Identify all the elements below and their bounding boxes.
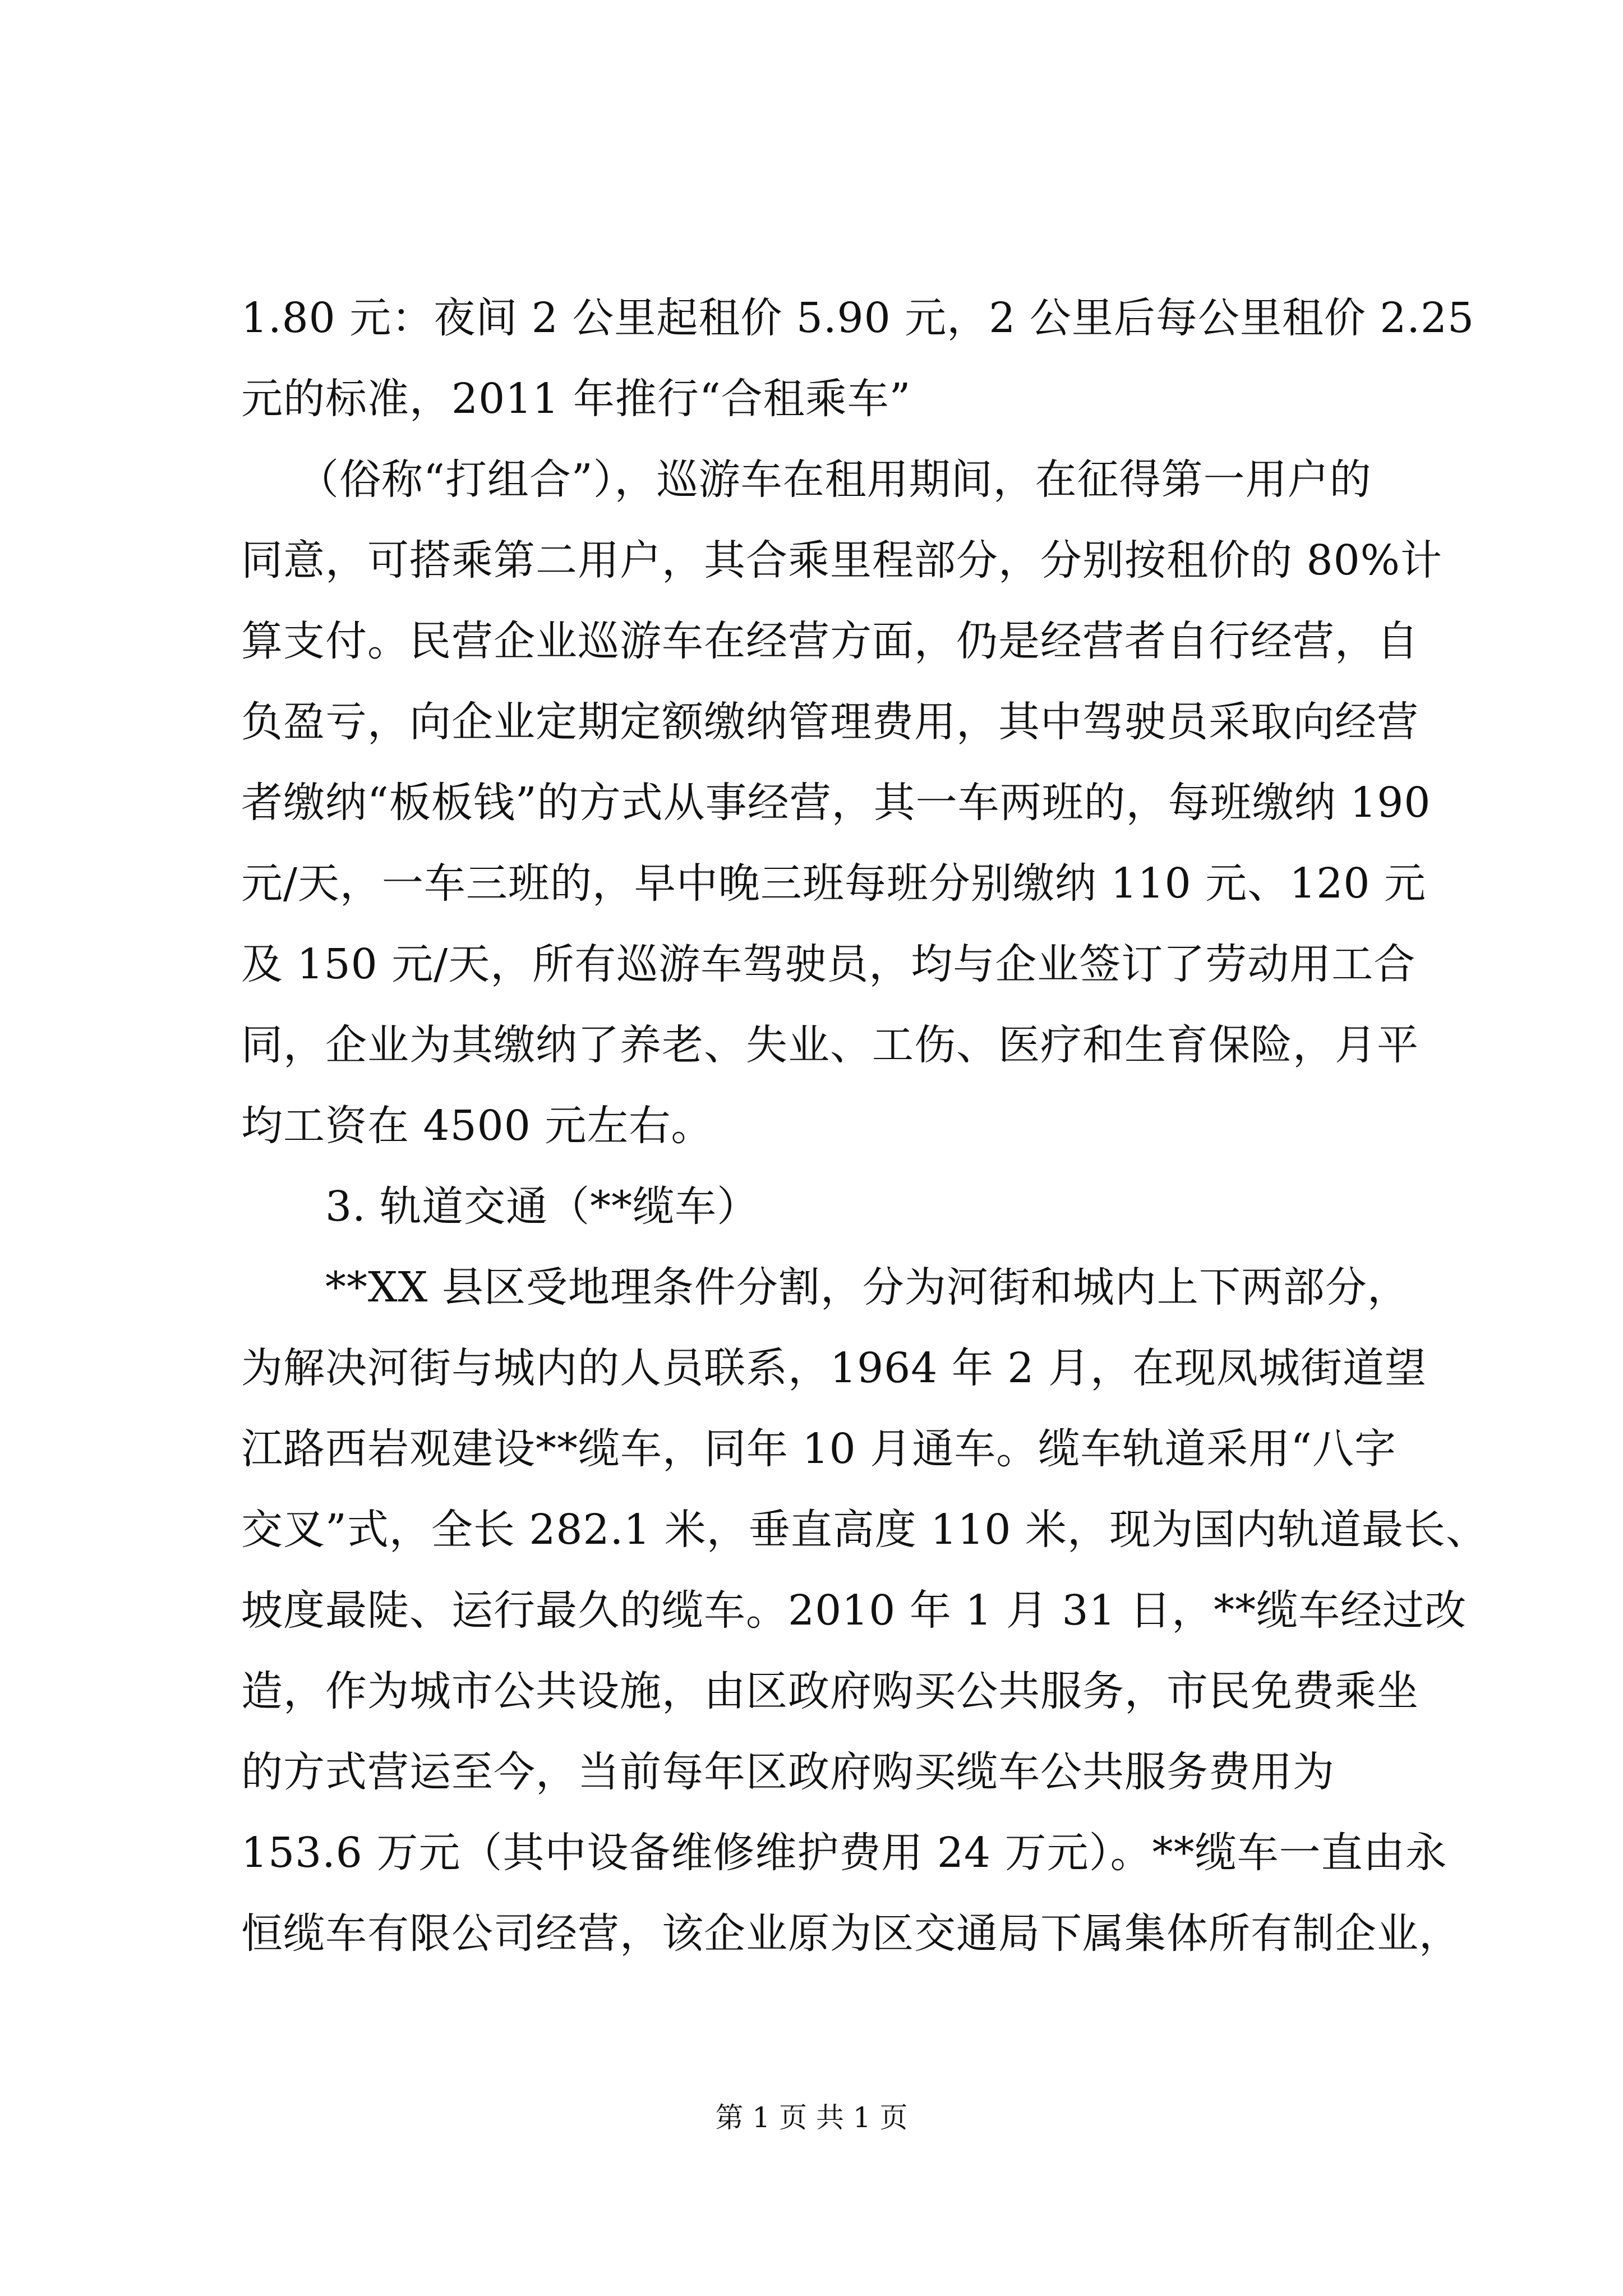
text-line: 同，企业为其缴纳了养老、失业、工伤、医疗和生育保险，月平 [241, 1021, 1419, 1069]
text-line: 为解决河街与城内的人员联系，1964 年 2 月，在现凤城街道望 [241, 1344, 1427, 1392]
text-line: 交叉”式，全长 282.1 米，垂直高度 110 米，现为国内轨道最长、 [241, 1506, 1488, 1554]
text-line: 及 150 元/天，所有巡游车驾驶员，均与企业签订了劳动用工合 [241, 940, 1416, 988]
text-line: 同意，可搭乘第二用户，其合乘里程部分，分别按租价的 80%计 [241, 536, 1442, 585]
text-line: 元/天，一车三班的，早中晚三班每班分别缴纳 110 元、120 元 [241, 859, 1426, 908]
text-line: （俗称“打组合”），巡游车在租用期间，在征得第一用户的 [297, 455, 1372, 504]
text-line: **XX 县区受地理条件分割，分为河街和城内上下两部分， [325, 1263, 1409, 1312]
document-body [241, 278, 1488, 1974]
text-line: 元的标准，2011 年推行“合租乘车” [241, 375, 911, 423]
text-line: 1.80 元：夜间 2 公里起租价 5.90 元，2 公里后每公里租价 2.25 [241, 294, 1475, 342]
text-line: 恒缆车有限公司经营，该企业原为区交通局下属集体所有制企业， [241, 1910, 1461, 1958]
text-line: 153.6 万元（其中设备维修维护费用 24 万元）。**缆车一直由永 [241, 1829, 1447, 1877]
text-line: 的方式营运至今，当前每年区政府购买缆车公共服务费用为 [241, 1748, 1335, 1796]
text-line: 者缴纳“板板钱”的方式从事经营，其一车两班的，每班缴纳 190 [241, 779, 1431, 827]
page-number-label: 第 1 页 共 1 页 [715, 2101, 908, 2134]
text-line: 造，作为城市公共设施，由区政府购买公共服务，市民免费乘坐 [241, 1667, 1419, 1715]
text-line: 负盈亏，向企业定期定额缴纳管理费用，其中驾驶员采取向经营 [241, 698, 1419, 746]
text-line: 算支付。民营企业巡游车在经营方面，仍是经营者自行经营，自 [241, 617, 1419, 665]
text-line: 坡度最陡、运行最久的缆车。2010 年 1 月 31 日，**缆车经过改 [241, 1586, 1467, 1635]
section-heading: 3. 轨道交通（**缆车） [325, 1182, 759, 1231]
text-line: 均工资在 4500 元左右。 [241, 1102, 713, 1150]
text-line: 江路西岩观建设**缆车，同年 10 月通车。缆车轨道采用“八字 [241, 1425, 1397, 1473]
page-footer [0, 2098, 1623, 2137]
